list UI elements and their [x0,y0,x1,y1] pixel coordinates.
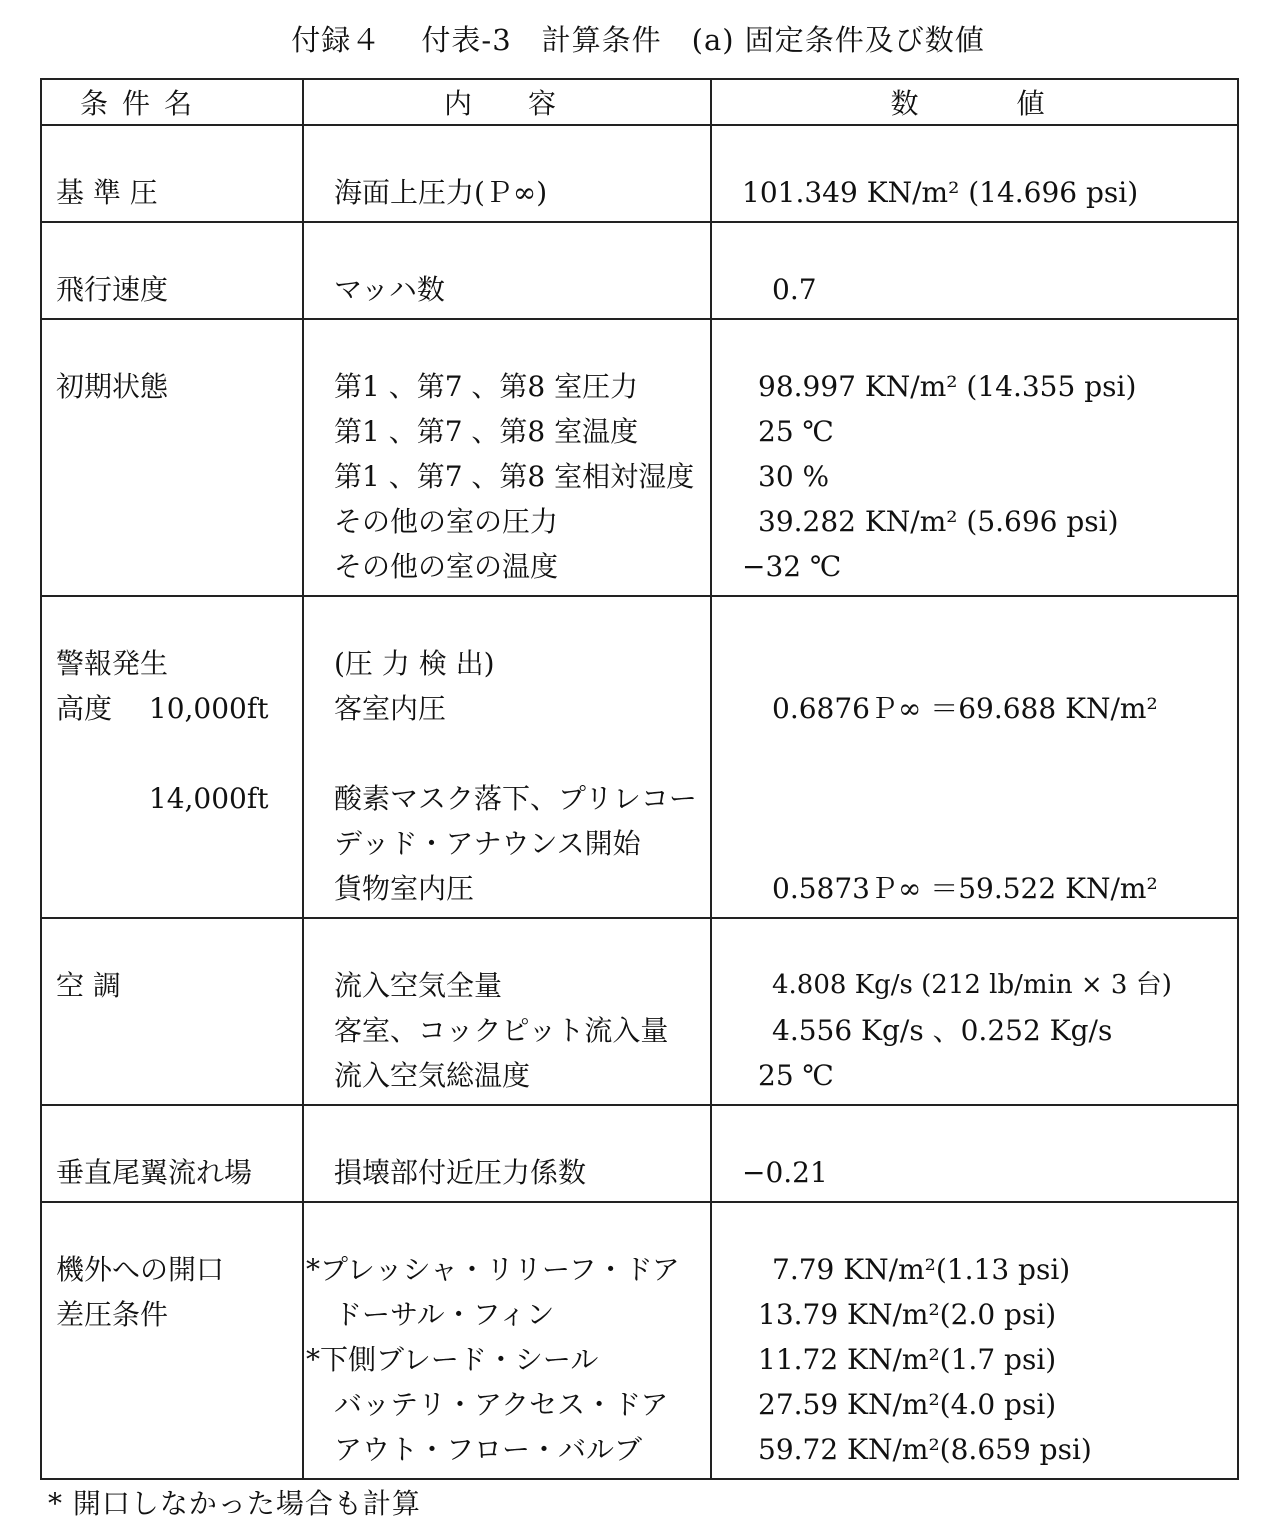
content-line: 客室内圧 [334,692,447,725]
header-value: 数 値 [711,79,1238,125]
table-row [41,125,1238,222]
content-line: 損壊部付近圧力係数 [334,1156,587,1189]
content-line: 第1 、第7 、第8 室温度 [334,415,639,448]
condition-name: 高度 10,000ft [56,692,269,725]
content-line: 客室、コックピット流入量 [334,1014,669,1047]
value-line: 13.79 KN/m²(2.0 psi) [758,1298,1057,1331]
content-line: デッド・アナウンス開始 [334,827,641,860]
header-condition-name: 条件名 [41,79,303,125]
table-row [41,1105,1238,1202]
value-line: −0.21 [742,1156,828,1189]
content-line: (圧 力 検 出) [334,647,495,680]
content-cell [303,1105,711,1202]
header-content: 内 容 [303,79,711,125]
condition-name-cell [41,596,303,918]
content-line: 酸素マスク落下、プリレコー [334,782,697,815]
value-cell [711,1105,1238,1202]
table-row [41,319,1238,596]
condition-name [56,1337,302,1382]
content-line: 流入空気総温度 [334,1059,531,1092]
value-line: 4.556 Kg/s 、0.252 Kg/s [772,1014,1113,1047]
condition-name: 飛行速度 [56,273,169,306]
value-cell [711,125,1238,222]
condition-name [56,866,302,911]
table-row [41,222,1238,319]
condition-name [56,1053,302,1098]
content-cell [303,125,711,222]
condition-name [56,1427,302,1472]
condition-name: 空 調 [56,969,121,1002]
condition-name: 14,000ft [56,782,269,815]
condition-name [56,1008,302,1053]
content-line: *プレッシャ・リリーフ・ドア [306,1253,680,1286]
value-cell [711,319,1238,596]
value-line [742,776,1237,821]
table-header-row [41,79,1238,125]
value-line [742,821,1237,866]
value-line: 59.72 KN/m²(8.659 psi) [758,1433,1092,1466]
condition-name-cell [41,222,303,319]
footnote: * 開口しなかった場合も計算 [48,1487,421,1520]
value-cell [711,1202,1238,1479]
value-line: 30 % [758,460,830,493]
content-line: ドーサル・フィン [334,1298,555,1331]
content-line: 流入空気全量 [334,969,503,1002]
value-line: −32 ℃ [742,550,842,583]
value-line: 4.808 Kg/s (212 lb/min × 3 台) [772,970,1172,1000]
condition-name-cell [41,1105,303,1202]
table-row [41,1202,1238,1479]
page-title: 付録４ 付表-3 計算条件 (a) 固定条件及び数値 [291,23,985,57]
value-line: 25 ℃ [758,415,834,448]
value-line [742,731,1237,776]
table-row [41,596,1238,918]
content-cell [303,1202,711,1479]
condition-name-cell [41,918,303,1105]
content-cell [303,222,711,319]
condition-name: 垂直尾翼流れ場 [56,1156,253,1189]
value-line: 25 ℃ [758,1059,834,1092]
condition-name: 差圧条件 [56,1298,169,1331]
value-cell [711,222,1238,319]
value-line: 101.349 KN/m² (14.696 psi) [742,176,1139,209]
content-line: マッハ数 [334,273,445,306]
content-line: バッテリ・アクセス・ドア [334,1388,669,1421]
value-line: 11.72 KN/m²(1.7 psi) [758,1343,1057,1376]
content-line: *下側ブレード・シール [306,1343,599,1376]
condition-name: 初期状態 [56,370,169,403]
condition-name-cell [41,319,303,596]
table-row [41,918,1238,1105]
content-line: その他の室の圧力 [334,505,559,538]
content-cell [303,319,711,596]
content-line: 第1 、第7 、第8 室相対湿度 [334,460,695,493]
content-line: 貨物室内圧 [334,872,475,905]
condition-name [56,731,302,776]
condition-name-cell [41,1202,303,1479]
condition-name: 基 準 圧 [56,176,158,209]
content-cell [303,596,711,918]
conditions-table [40,78,1239,1480]
value-line: 7.79 KN/m²(1.13 psi) [772,1253,1071,1286]
value-cell [711,918,1238,1105]
content-line: 第1 、第7 、第8 室圧力 [334,370,639,403]
content-line: 海面上圧力(Ｐ∞) [334,176,548,209]
value-line: 0.5873Ｐ∞ ＝59.522 KN/m² [772,872,1158,905]
condition-name-cell [41,125,303,222]
condition-name [56,821,302,866]
content-cell [303,918,711,1105]
value-line: 0.6876Ｐ∞ ＝69.688 KN/m² [772,692,1158,725]
condition-name: 機外への開口 [56,1253,225,1286]
content-line [334,731,710,776]
content-line: アウト・フロー・バルブ [334,1433,643,1466]
value-line [742,641,1237,686]
value-line: 98.997 KN/m² (14.355 psi) [758,370,1137,403]
value-cell [711,596,1238,918]
value-line: 0.7 [772,273,817,306]
value-line: 39.282 KN/m² (5.696 psi) [758,505,1119,538]
condition-name: 警報発生 [56,647,169,680]
condition-name [56,1382,302,1427]
value-line: 27.59 KN/m²(4.0 psi) [758,1388,1057,1421]
content-line: その他の室の温度 [334,550,559,583]
